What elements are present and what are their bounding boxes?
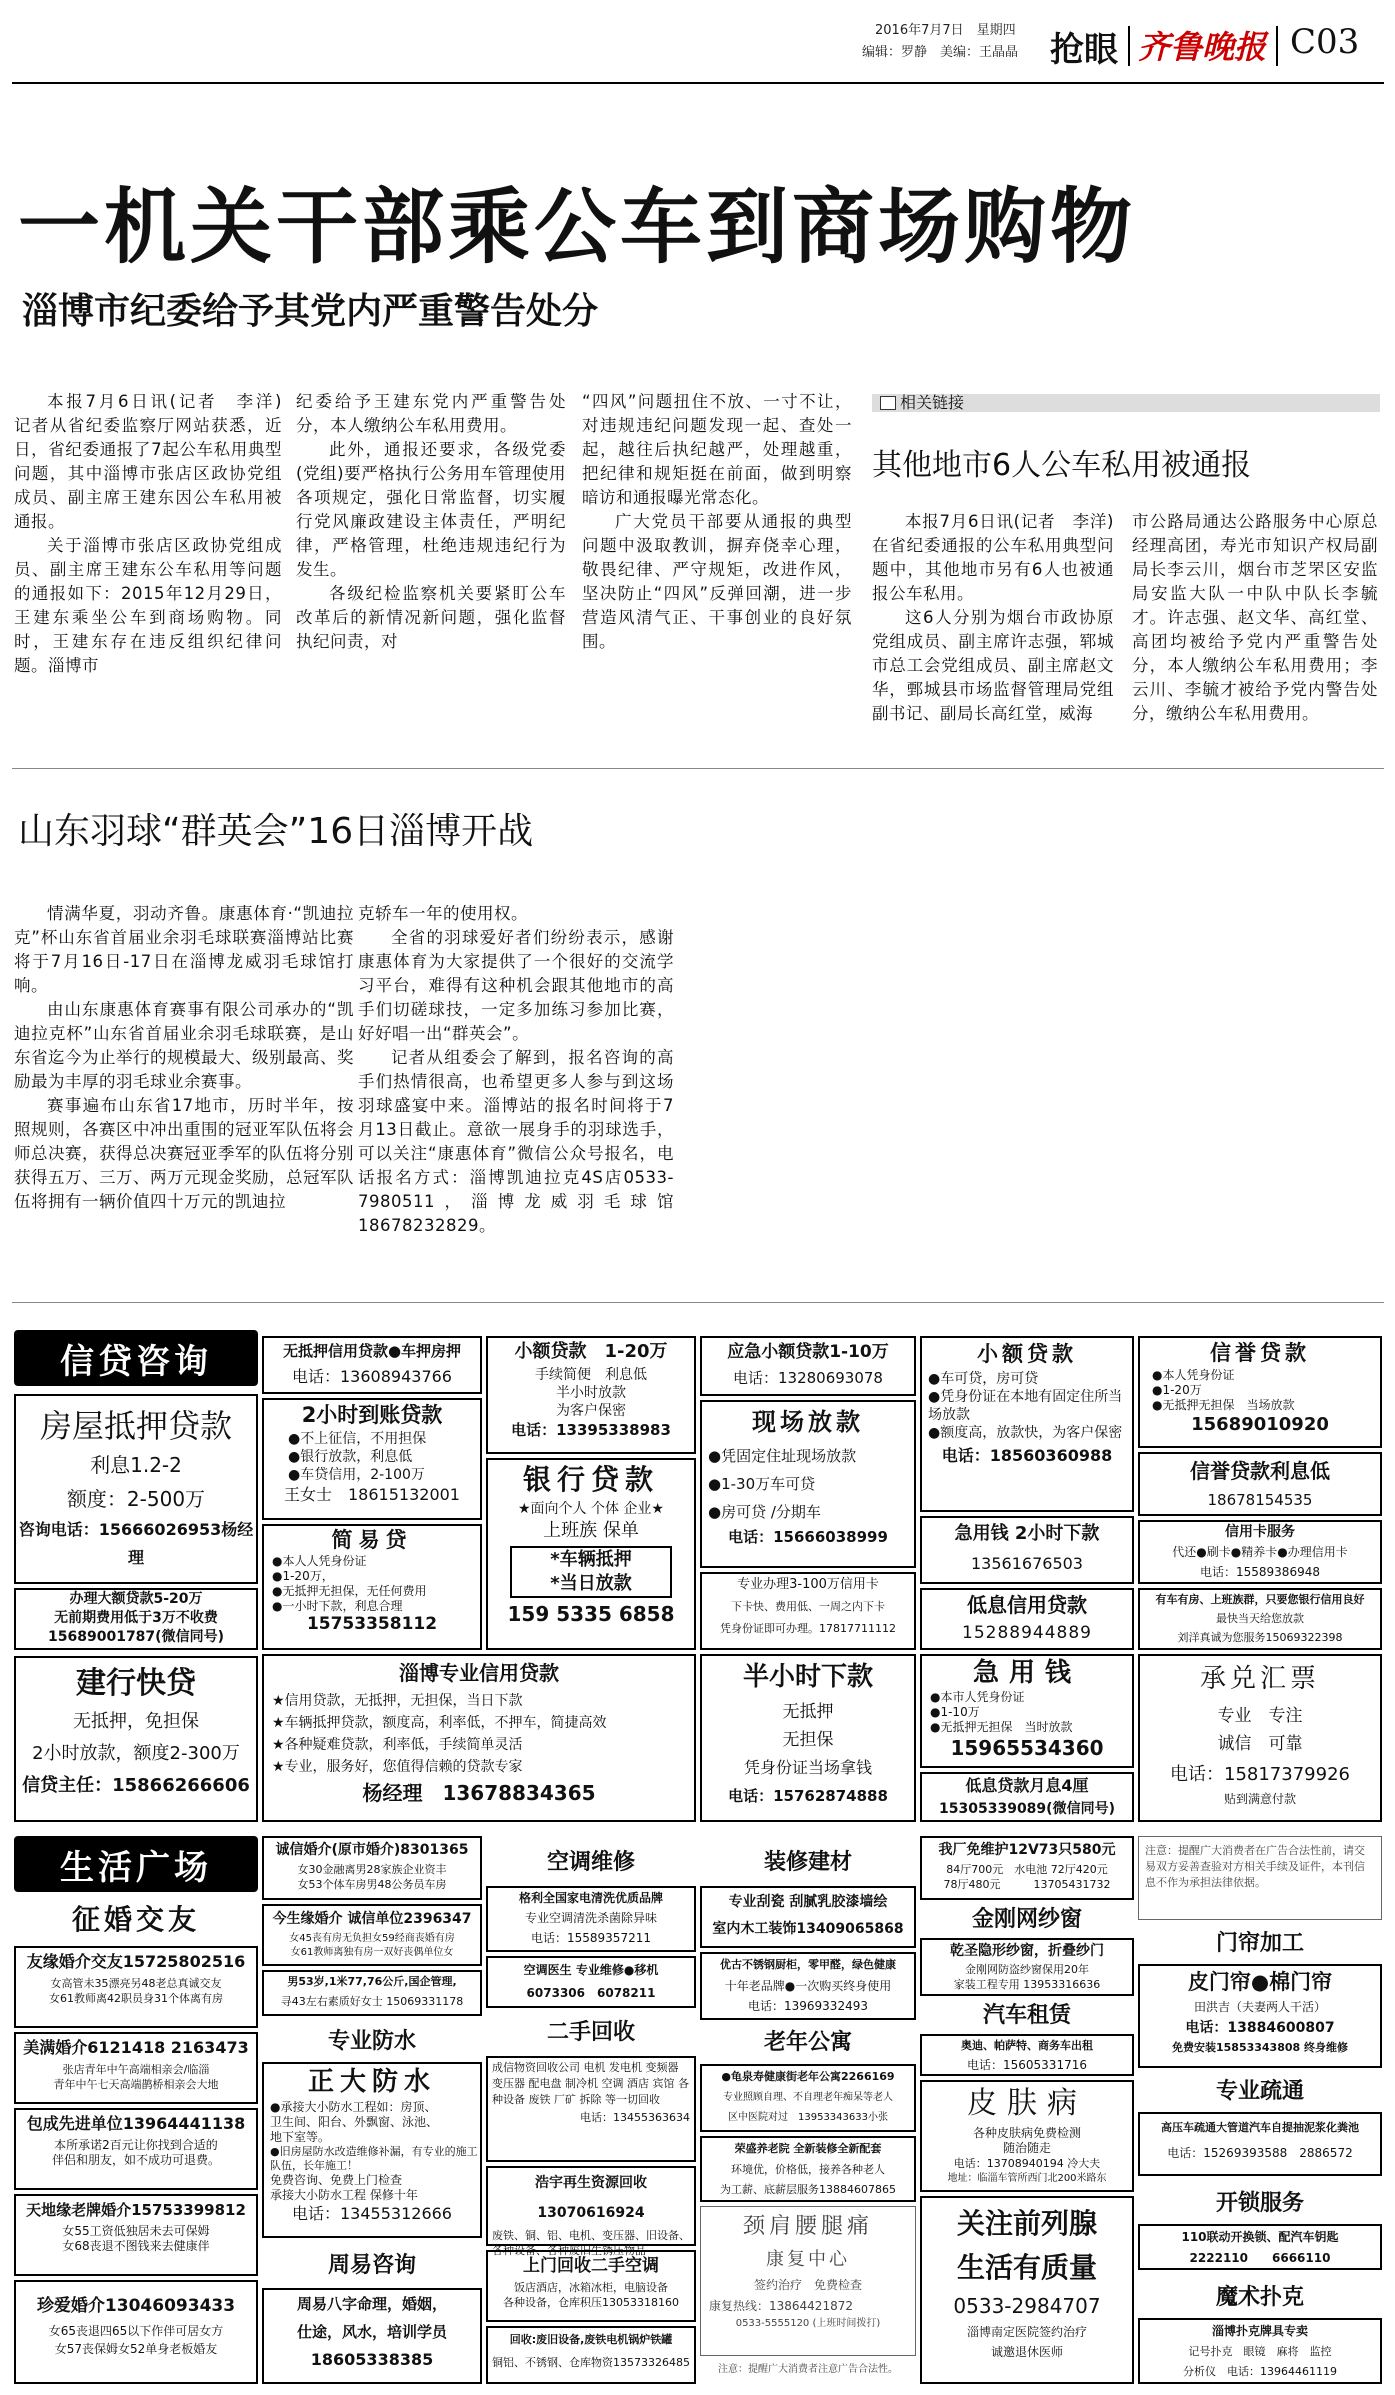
paper-logo: 齐鲁晚报: [1138, 28, 1267, 66]
ad-line: *当日放款: [550, 1573, 632, 1594]
header-editor: 编辑：罗静 美编：王晶晶: [862, 45, 1019, 60]
ad-nan53: [262, 1970, 482, 2016]
ad-line: 贴到满意付款: [1223, 1792, 1296, 1806]
ad-phone: 信贷主任：15866266606: [22, 1775, 250, 1796]
ad-line: 额度：2-500万: [66, 1487, 206, 1511]
ad-line: 无前期费用低于3万不收费: [54, 1610, 218, 1626]
ad-phone: 电话：13969332493: [748, 1999, 868, 2013]
ad-line: ●无抵押无担保，无任何费用: [272, 1584, 427, 1598]
ad-qiche: [920, 2034, 1134, 2076]
ad-line: 专业 专注: [1217, 1706, 1303, 1726]
menlian-header: 门帘加工: [1215, 1931, 1304, 1956]
shutong-header: 专业疏通: [1215, 2079, 1304, 2104]
ad-line: ●1-20万: [1152, 1383, 1202, 1397]
ad-line: 铜铝、不锈钢、仓库物资13573326485: [492, 2356, 690, 2369]
ad-wudiya: [262, 1336, 482, 1394]
story1-subhead: 淄博市纪委给予其党内严重警告处分: [22, 291, 599, 332]
ad-zhuangxiu: [700, 1886, 916, 1948]
ad-line: 卫生间、阳台、外飘窗、泳池、: [270, 2115, 439, 2129]
sidebar-tag: 相关链接: [900, 393, 965, 412]
ad-youche: [1138, 1588, 1382, 1650]
ad-title: 银行贷款: [522, 1463, 659, 1496]
paragraph: 广大党员干部要从通报的典型问题中汲取教训，摒弃侥幸心理，敬畏纪律、严守规矩，改进作风，坚决防止“四风”反弹回潮，进一步营造风清气正、干事创业的良好氛围。: [582, 512, 852, 651]
ad-line: 奥迪、帕萨特、商务车出租: [961, 2039, 1093, 2052]
ad-huishou2: [486, 2326, 696, 2384]
ad-line: 凭身份证当场拿钱: [743, 1758, 872, 1777]
story1-col2: [296, 390, 566, 654]
ad-line: 半小时放款: [556, 1385, 626, 1401]
ad-title: 房屋抵押贷款: [39, 1407, 232, 1445]
ad-line: ●一小时下款，利息合理: [272, 1599, 403, 1613]
ad-title: 淄博专业信用贷款: [399, 1661, 559, 1685]
ad-line: 110联动开换锁、配汽车钥匙: [1181, 2230, 1339, 2244]
ad-line: 饭店酒店，冰箱冰柜，电脑设备: [514, 2281, 668, 2294]
ad-title: 浩宇再生资源回收13070616924: [535, 2175, 647, 2221]
ad-yuexi: [920, 1772, 1134, 1822]
ad-line: 专业照顾自理、不自理老年痴呆等老人: [723, 2092, 893, 2103]
page-number: C03: [1290, 22, 1360, 62]
ad-title: 小额贷款: [977, 1342, 1077, 1366]
ad-line: ★专业，服务好，您值得信赖的贷款专家: [272, 1759, 523, 1775]
ad-line: ●凭身份证在本地有固定住所当场放款: [928, 1389, 1123, 1423]
ad-title: 友缘婚介交友15725802516: [26, 1952, 246, 1971]
ad-haoyu: [486, 2166, 696, 2257]
ad-phone: 15689010920: [1191, 1414, 1329, 1435]
ad-phone: 家装工程专用 13953316636: [953, 1978, 1101, 1991]
paragraph: 各级纪检监察机关要紧盯公车改革后的新情况新问题，强化监督执纪问责，对: [296, 584, 566, 651]
ad-line: 利息1.2-2: [90, 1453, 182, 1477]
ad-line: 淄博南定医院签约治疗: [966, 2325, 1087, 2339]
ad-phone: 咨询电话：15666026953杨经理: [18, 1520, 254, 1567]
ad-yinhang: [486, 1458, 696, 1650]
ad-xianchang: [700, 1400, 916, 1568]
ad-xinyongka: [1138, 1520, 1382, 1584]
ad-yingji: [700, 1336, 916, 1396]
ad-line: 荣盛养老院 全新装修全新配套: [734, 2142, 882, 2155]
ad-line: 地址：临淄车管所西门北200米路东: [947, 2173, 1107, 2184]
ad-title: 皮肤病: [967, 2086, 1087, 2121]
ad-line: 高压车疏通大管道汽车自提抽泥浆化粪池: [1161, 2121, 1359, 2134]
ad-phone: 电话：13280693078: [733, 1369, 883, 1387]
ad-line: 青年中午七天高端鹊桥相亲会大地: [53, 2078, 219, 2091]
ad-line: ●1-10万: [930, 1705, 980, 1719]
ad-line: 张店青年中午高端相亲会/临淄: [62, 2063, 210, 2076]
ad-title: 正大防水: [307, 2067, 436, 2097]
ad-title: 现场放款: [752, 1408, 864, 1436]
ad-line: 男53岁,1米77,76公斤,国企管理,: [287, 1975, 457, 1988]
ad-title: 美满婚介6121418 2163473: [23, 2038, 249, 2057]
ad-title: 简易贷: [331, 1528, 413, 1552]
ad-phone: 康复热线：13864421872: [709, 2299, 853, 2313]
paragraph: “四风”问题扭住不放、一寸不让，对违规违纪问题发现一起、查处一起，越往后执纪越严，处理越重，把纪律和规矩挺在前面，做到明察暗访和通报曝光常态化。: [582, 392, 852, 507]
ad-line: 女45丧有房无负担女59经商丧婚有房: [289, 1933, 455, 1944]
ad-line: ●额度高，放款快，为客户保密: [928, 1425, 1123, 1441]
ad-line: 仕途，风水，培训学员: [296, 2323, 447, 2341]
ad-line: 环境优，价格低，接养各种老人: [731, 2163, 885, 2176]
ad-line: 周易八字命理，婚姻，: [296, 2295, 447, 2313]
ad-laonian1: [700, 2064, 916, 2132]
paragraph: 由山东康惠体育赛事有限公司承办的“凯迪拉克杯”山东省首届业余羽毛球联赛，是山东省迄今为止举行的规模最大、级别最高、奖励最为丰厚的羽毛球业余赛事。: [14, 1000, 354, 1091]
sidebar-col1: [872, 510, 1131, 726]
paragraph: 此外，通报还要求，各级党委(党组)要严格执行公务用车管理使用各项规定，强化日常监督，切实履行党风廉政建设主体责任，严明纪律，严格管理，杜绝违规违纪行为发生。: [296, 440, 566, 579]
ad-line: 女30金融离男28家族企业资丰: [297, 1863, 447, 1876]
ad-title: 关注前列腺: [956, 2207, 1097, 2240]
ad-title: 半小时下款: [742, 1662, 873, 1692]
sidebar-col2: [1132, 510, 1378, 726]
ad-xiaoe2: [920, 1336, 1134, 1512]
paragraph: 本报7月6日讯(记者 李洋) 在省纪委通报的公车私用典型问题中，其他地市另有6人也被通报公车私用。: [872, 512, 1131, 603]
ad-line: 本所承诺2百元让你找到合适的: [54, 2138, 218, 2152]
ad-phone: 2222110 6666110: [1189, 2251, 1331, 2265]
ad-line: ●房可贷 /分期车: [708, 1503, 821, 1521]
ad-line: 伴侣和朋友，如不成功可退费。: [51, 2153, 220, 2167]
story1-col1: [14, 390, 299, 678]
section-name: 抢眼: [1050, 30, 1118, 70]
ad-shutong: [1138, 2112, 1382, 2176]
ad-line: 寻43左右素质好女士 15069331178: [280, 1995, 464, 2008]
ad-jingang: [920, 1938, 1134, 1996]
ad-phone: 15288944889: [962, 1623, 1092, 1643]
ad-phone: 18678154535: [1207, 1491, 1313, 1509]
ad-line: 无抵押: [782, 1702, 834, 1722]
ad-phone: 13561676503: [971, 1554, 1083, 1573]
ad-title: 低息贷款月息4厘: [965, 1776, 1089, 1795]
ad-line: 免费安装15853343808 终身维修: [1171, 2041, 1349, 2054]
ad-phone: 区中医院对过 13953343633小张: [728, 2112, 888, 2123]
ad-line: ●本人凭身份证: [1152, 1368, 1235, 1382]
ershou-header: 二手回收: [546, 2020, 635, 2045]
ad-title: 颈肩腰腿痛: [742, 2214, 873, 2239]
paragraph: 全省的羽球爱好者们纷纷表示，感谢康惠体育为大家提供了一个很好的交流学习平台，难得有这种机会跟其他地市的高手们切磋球技，一定多加练习参加比赛，好好唱一出“群英会”。: [358, 928, 674, 1043]
ad-title: 信誉贷款: [1210, 1341, 1310, 1365]
zhenghun-header: 征婚交友: [71, 1903, 200, 1936]
ad-line: 手续简便 利息低: [535, 1367, 647, 1383]
ad-title: 生活有质量: [956, 2251, 1097, 2284]
ad-title: 信誉贷款利息低: [1190, 1459, 1330, 1483]
life-banner: 生活广场: [14, 1836, 258, 1892]
ad-line: 有车有房、上班族群，只要您银行信用良好: [1155, 1593, 1365, 1606]
ad-kongtiao: [486, 1886, 696, 1952]
story2-col1: [14, 902, 354, 1214]
ad-line: 承接大小防水工程 保修十年: [270, 2188, 418, 2202]
ad-phone: 电话：15589357211: [531, 1931, 651, 1945]
ad-xinyu: [1138, 1336, 1382, 1448]
ad-title: 小额贷款 1-20万: [514, 1341, 668, 1362]
ad-line: ●本市人凭身份证: [930, 1690, 1025, 1704]
ad-line: 专业办理3-100万信用卡: [737, 1577, 879, 1592]
ad-phone: 15305339089(微信同号): [939, 1801, 1115, 1817]
ad-fangwu: [14, 1394, 258, 1584]
story1-headline: 一机关干部乘公车到商场购物: [18, 180, 1137, 275]
ad-line: 下卡快、费用低、一周之内下卡: [731, 1600, 885, 1613]
ad-line: 女65丧退四65以下作伴可居女方: [48, 2324, 224, 2338]
ad-line: 淄博扑克牌具专卖: [1211, 2324, 1308, 2338]
ad-line: 诚信 可靠: [1217, 1734, 1303, 1754]
ad-title: 我厂免维护12V73只580元: [938, 1842, 1116, 1858]
ad-line: 代还●刷卡●精养卡●办理信用卡: [1172, 1545, 1348, 1559]
moshu-header: 魔术扑克: [1215, 2285, 1304, 2310]
ad-lixidi: [1138, 1452, 1382, 1516]
ad-fangshui: [262, 2062, 482, 2238]
ad-pifu: [920, 2080, 1134, 2192]
ad-line: 康复中心: [766, 2249, 850, 2270]
ad-phone: 电话：13455363634: [580, 2111, 690, 2124]
zhuangxiu-header: 装修建材: [763, 1850, 852, 1875]
ad-erxiaoshi: [262, 1398, 482, 1520]
ad-line: 随治随走: [1002, 2141, 1051, 2155]
ad-line: 签约治疗 免费检查: [753, 2278, 862, 2292]
paragraph: 本报7月6日讯(记者 李洋) 记者从省纪委监察厅网站获悉，近日，省纪委通报了7起公车私用典型问题，其中淄博市张店区政协党组成员、副主席王建东因公车私用被通报。: [14, 392, 299, 531]
ad-line: ★各种疑难贷款，利率低，手续简单灵活: [272, 1737, 523, 1753]
jingang-header: 金刚网纱窗: [971, 1907, 1082, 1932]
ad-line: 最快当天给您放款: [1216, 1612, 1304, 1625]
ad-title: 皮门帘●棉门帘: [1187, 1970, 1333, 1994]
ad-zhuanye: [700, 1572, 916, 1650]
ad-m3: [14, 2108, 258, 2190]
ad-phone: 电话：15817379926: [1170, 1764, 1350, 1785]
ad-line: 2小时放款，额度2-300万: [32, 1743, 240, 1764]
ad-title: 2小时到账贷款: [301, 1403, 443, 1427]
ad-line: 记号扑克 眼镜 麻将 监控: [1188, 2345, 1332, 2358]
ad-phone: 为工薪、底薪层服务13884607865: [720, 2183, 896, 2196]
ad-line: 专业刮瓷 刮腻乳胶漆墙绘: [728, 1894, 888, 1910]
ad-line: 十年老品牌●一次购买终身使用: [724, 1979, 892, 1993]
ad-line: 乾圣隐形纱窗，折叠纱门: [950, 1943, 1104, 1959]
ad-chugui: [700, 1952, 916, 2020]
ad-line: ●车可贷，房可贷: [928, 1371, 1039, 1387]
ad-line: 成信物资回收公司 电机 发电机 变频器 变压器 配电盘 制冷机 空调 酒店 宾馆 各种设备 废铁 厂矿 拆除 等一切回收: [492, 2061, 689, 2106]
ad-phone: 78厅480元 13705431732: [943, 1878, 1111, 1891]
ad-jiyong2: [920, 1654, 1134, 1768]
ad-line: ●无抵押无担保 当时放款: [930, 1720, 1073, 1734]
ad-phone: 电话：15666038999: [728, 1528, 888, 1546]
ad-phone: 电话：15269393588 2886572: [1167, 2146, 1353, 2160]
ad-title: 今生缘婚介 诚信单位2396347: [272, 1911, 472, 1927]
ad-phone: 15689001787(微信同号): [48, 1629, 224, 1645]
ad-kaisuo: [1138, 2224, 1382, 2270]
ad-kongtiao2: [486, 1956, 696, 2008]
ad-jingjian: [700, 2206, 916, 2356]
ad-line: 诚邀退休医师: [990, 2345, 1063, 2359]
paragraph: 这6人分别为烟台市政协原党组成员、副主席许志强，郓城市总工会党组成员、副主席赵文华，鄄城县市场监督管理局党组副书记、副局长高红堂，威海: [872, 608, 1114, 723]
ad-title: 应急小额贷款1-10万: [727, 1342, 889, 1362]
ad-line: ●承接大小防水工程如：房顶、: [270, 2100, 437, 2114]
ad-line: ●无抵押无担保 当场放款: [1152, 1398, 1295, 1412]
ad-title: 包成先进单位13964441138: [26, 2114, 246, 2133]
ad-line: 无抵押，免担保: [73, 1711, 199, 1732]
ad-xiaoe1: [486, 1336, 696, 1454]
paragraph: 克轿车一年的使用权。: [358, 904, 528, 923]
ad-line: ●1-30万车可贷: [708, 1475, 816, 1493]
paragraph: 赛事遍布山东省17地市，历时半年，按照规则，各赛区中冲出重围的冠亚军队伍将会师总决赛，获得总决赛冠亚季军的队伍将分别获得五万、三万、两万元现金奖励，总冠军队伍将拥有一辆价值四十万元的凯迪拉: [14, 1096, 354, 1211]
ad-line: 各种皮肤病免费检测: [972, 2126, 1081, 2140]
ad-title: 低息信用贷款: [967, 1593, 1087, 1617]
ad-zhuyi-r: [1138, 1836, 1382, 1920]
ad-phone: 电话：15762874888: [728, 1787, 888, 1805]
ad-rongmin: [920, 1836, 1134, 1900]
warning-note: 注意：提醒广大消费者在广告合法性前，请交易双方妥善查验对方相关手续及证件，本刊信息不作为承担法律依据。: [1145, 1844, 1365, 1889]
xindai-banner: 信贷咨询: [14, 1330, 258, 1386]
ad-line: ●不上征信，不用担保: [288, 1431, 427, 1447]
kaisuo-header: 开锁服务: [1215, 2191, 1304, 2216]
ad-title: 急用钱: [972, 1658, 1081, 1688]
ad-line: 空调医生 专业维修●移机: [523, 1963, 659, 1977]
ad-line: 各种设备，仓库积压13053318160: [503, 2296, 679, 2309]
ad-phone: 电话：15589386948: [1200, 1565, 1320, 1579]
ad-title: 信用卡服务: [1225, 1524, 1295, 1540]
ad-chengdui: [1138, 1654, 1382, 1822]
paragraph: 关于淄博市张店区政协党组成员、副主席王建东公车私用等问题的通报如下：2015年12月29日，王建东乘坐公车到商场购物。同时，王建东存在违反组织纪律问题。淄博市: [14, 536, 282, 675]
ad-line: ●车贷信用，2-100万: [288, 1467, 425, 1483]
ad-jianxing: [14, 1656, 258, 1822]
ad-line: 田洪吉（夫妻两人干活）: [1193, 2000, 1326, 2014]
ad-title: 上门回收二手空调: [523, 2256, 659, 2276]
ad-phone: 分析仪 电话：13964461119: [1183, 2365, 1337, 2378]
ad-jianyi: [262, 1524, 482, 1650]
ad-line: 女53个体车房男48公务员车房: [297, 1878, 447, 1891]
ad-line: 格利全国家电清洗优质品牌: [518, 1891, 663, 1905]
ad-menlian: [1138, 1964, 1382, 2068]
ad-line: ★信用贷款，无抵押，无担保，当日下款: [272, 1693, 523, 1709]
paragraph: 市公路局通达公路服务中心原总经理高团，寿光市知识产权局副局长李云川，烟台市芝罘区安监局安监大队一中队中队长李毓才。许志强、赵文华、高红堂、高团均被给予党内严重警告处分，本人缴纳公车私用费用；李云川、李毓才被给予党内警告处分，缴纳公车私用费用。: [1132, 512, 1378, 723]
link-icon: [880, 396, 896, 410]
ad-title: 急用钱 2小时下款: [954, 1523, 1100, 1544]
qiche-header: 汽车租赁: [982, 2003, 1071, 2028]
laonian-header: 老年公寓: [763, 2030, 852, 2055]
story1-col3: [582, 390, 852, 654]
ad-moshu: [1138, 2318, 1382, 2384]
ad-phone: 王女士 18615132001: [284, 1485, 460, 1504]
ad-line: 女55工资低独居未去可保姆: [62, 2224, 210, 2238]
zhouyi-header: 周易咨询: [327, 2253, 416, 2278]
warning-note: 注意：提醒广大消费者注意广告合法性。: [718, 2364, 898, 2375]
ad-line: 84厅700元 水电池 72厅420元: [946, 1863, 1108, 1876]
ad-line: 专业空调清洗杀菌除异味: [524, 1911, 657, 1925]
ad-line: 女61教师离独有房一双好丧偶单位女: [290, 1947, 454, 1958]
ad-line: ●本人人凭身份证: [272, 1554, 367, 1568]
ad-jiyong: [920, 1516, 1134, 1584]
ad-dixi: [920, 1588, 1134, 1650]
ad-line: 办理大额贷款5-20万: [69, 1591, 203, 1607]
ad-m4: [14, 2194, 258, 2276]
ad-line: 女高管未35漂亮另48老总真诚交友: [50, 1977, 222, 1990]
ad-line: 为客户保密: [556, 1403, 626, 1419]
ad-phone: 电话：13608943766: [292, 1367, 452, 1386]
ad-phone: 凭身份证即可办理。17817711112: [720, 1622, 896, 1635]
ad-line: 室内木工装饰13409065868: [712, 1921, 904, 1937]
ad-line: 女57丧保姆女52单身老板婚友: [54, 2342, 218, 2356]
ad-phone: 15965534360: [950, 1736, 1104, 1760]
ad-phone: 电话：18560360988: [941, 1446, 1113, 1465]
ad-m1: [14, 1946, 258, 2028]
kongtiao-header: 空调维修: [546, 1850, 635, 1875]
ad-line: ●1-20万，: [272, 1569, 334, 1583]
ad-title: 珍爱婚介13046093433: [36, 2296, 236, 2316]
ad-line: 地下室等。: [270, 2130, 331, 2144]
ad-phone: 电话：13708940194 冷大夫: [953, 2157, 1101, 2170]
ad-line: 免费咨询、免费上门检查: [270, 2173, 403, 2187]
ad-phone: 6073306 6078211: [526, 1986, 656, 2000]
ad-title: 天地缘老牌婚介15753399812: [26, 2201, 246, 2219]
ad-line: ★车辆抵押贷款，额度高，利率低，不押车，简捷高效: [272, 1715, 607, 1731]
ad-line: *车辆抵押: [550, 1549, 632, 1570]
ad-phone: 18605338385: [310, 2350, 434, 2369]
ad-title: 建行快贷: [76, 1666, 196, 1701]
ad-phone: 159 5335 6858: [507, 1602, 675, 1626]
paragraph: 纪委给予王建东党内严重警告处分，本人缴纳公车私用费用。: [296, 392, 566, 435]
ad-ershou: [486, 2056, 696, 2162]
ad-banli: [14, 1588, 258, 1650]
ad-title: 无抵押信用贷款●车押房押: [282, 1342, 462, 1360]
ad-phone: 刘洋真诚为您服务15069322398: [1177, 1631, 1343, 1644]
ad-line: ●龟泉寿健康街老年公寓2266169: [721, 2070, 895, 2083]
ad-phone: 电话：13395338983: [511, 1421, 671, 1439]
ad-zhouyi: [262, 2288, 482, 2384]
ad-line: ●旧房屋防水改造维修补漏，有专业的施工队伍，长年施工！: [270, 2145, 478, 2172]
ad-phone: 0533-2984707: [953, 2294, 1101, 2318]
paragraph: 记者从组委会了解到，报名咨询的高手们热情很高，也希望更多人参与到这场羽球盛宴中来。淄博站的报名时间将于7月13日截止。意欲一展身手的羽球选手，可以关注“康惠体育”微信公众号报名，电话报名方式：淄博凯迪拉克4S店0533-7980511，淄博龙威羽毛球馆18678232829。: [358, 1048, 674, 1235]
ad-phone: 电话：13455312666: [292, 2204, 452, 2223]
ad-chengxin: [262, 1836, 482, 1900]
ad-jinsheng: [262, 1904, 482, 1966]
ad-line: 优古不锈钢厨柜，零甲醛，绿色健康: [720, 1958, 896, 1971]
story2-col2: [358, 902, 674, 1238]
ad-phone: 电话：13884600807: [1185, 2020, 1335, 2036]
ad-phone: 0533-5555120 (上班时间拨打): [735, 2318, 881, 2329]
sidebar-title: 其他地市6人公车私用被通报: [872, 448, 1252, 483]
ad-banxiaoshi: [700, 1654, 916, 1822]
ad-line: 女61教师离42职员身31个体离有房: [49, 1992, 223, 2005]
ad-phone: 电话：15605331716: [967, 2058, 1087, 2072]
ad-line: 废铁、铜、铝、电机、变压器、旧设备、各种设备、各种废旧生锈压物品: [492, 2229, 690, 2257]
ad-line: ●凭固定住址现场放款: [708, 1447, 857, 1465]
ad-line: 无担保: [782, 1730, 834, 1750]
paragraph: 情满华夏，羽动齐鲁。康惠体育·“凯迪拉克”杯山东省首届业余羽毛球联赛淄博站比赛将于7月16日-17日在淄博龙威羽毛球馆打响。: [14, 904, 354, 995]
ad-phone: 杨经理 13678834365: [362, 1781, 596, 1805]
ad-phone: 15753358112: [306, 1614, 438, 1634]
ad-shangmen: [486, 2250, 696, 2322]
fangshui-header: 专业防水: [327, 2029, 416, 2054]
ad-m2: [14, 2032, 258, 2104]
ad-qianliexian: [920, 2196, 1134, 2384]
ad-line: 金刚网防盗纱窗保用20年: [965, 1963, 1089, 1976]
header-date: 2016年7月7日 星期四: [875, 23, 1016, 38]
ad-line: 回收:废旧设备,废铁电机锅炉铁罐: [509, 2333, 673, 2346]
ad-m5: [14, 2280, 258, 2384]
ad-line: ●银行放款，利息低: [288, 1449, 413, 1465]
ad-title: 承兑汇票: [1199, 1664, 1320, 1694]
ad-title: 诚信婚介(原市婚介)8301365: [275, 1842, 469, 1858]
ad-line: 女68丧退不图钱来去健康伴: [62, 2239, 210, 2253]
ad-laonian2: [700, 2136, 916, 2202]
ad-line: ★面向个人 个体 企业★: [517, 1501, 664, 1517]
ad-line: 上班族 保单: [543, 1520, 639, 1541]
story2-headline: 山东羽球“群英会”16日淄博开战: [18, 811, 534, 852]
ad-zibo-xindai: [262, 1654, 696, 1822]
